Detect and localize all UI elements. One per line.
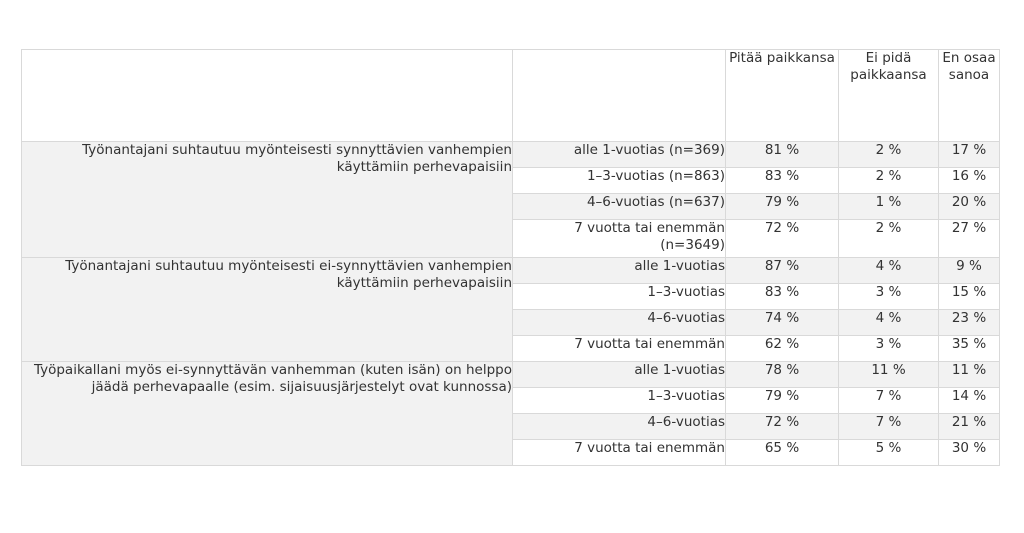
header-row <box>22 50 1000 142</box>
value-pitaa: 87 % <box>726 258 839 284</box>
header-ei-pida-paikkaansa: Ei pidä paikkaansa <box>839 50 939 142</box>
statement-cell: Työnantajani suhtautuu myönteisesti synnyttävien vanhempien käyttämiin perhevapaisiin <box>22 142 513 258</box>
age-group-cell: 7 vuotta tai enemmän <box>513 440 726 466</box>
value-ei-pida: 11 % <box>839 362 939 388</box>
value-en-osaa: 30 % <box>939 440 1000 466</box>
age-group-cell: 1–3-vuotias <box>513 284 726 310</box>
value-pitaa: 83 % <box>726 284 839 310</box>
age-group-cell: 4–6-vuotias <box>513 310 726 336</box>
value-pitaa: 79 % <box>726 388 839 414</box>
statement-cell: Työpaikallani myös ei-synnyttävän vanhemman (kuten isän) on helppo jäädä perhevapaalle (esim. sijaisuusjärjestelyt ovat kunnossa) <box>22 362 513 466</box>
age-group-cell: 7 vuotta tai enemmän (n=3649) <box>513 220 726 258</box>
value-pitaa: 78 % <box>726 362 839 388</box>
age-group-cell: 1–3-vuotias (n=863) <box>513 168 726 194</box>
value-en-osaa: 11 % <box>939 362 1000 388</box>
statement-cell: Työnantajani suhtautuu myönteisesti ei-synnyttävien vanhempien käyttämiin perhevapaisiin <box>22 258 513 362</box>
age-group-cell: alle 1-vuotias (n=369) <box>513 142 726 168</box>
value-pitaa: 72 % <box>726 414 839 440</box>
value-en-osaa: 9 % <box>939 258 1000 284</box>
value-ei-pida: 2 % <box>839 142 939 168</box>
value-pitaa: 62 % <box>726 336 839 362</box>
age-group-cell: 4–6-vuotias <box>513 414 726 440</box>
value-ei-pida: 4 % <box>839 258 939 284</box>
value-en-osaa: 14 % <box>939 388 1000 414</box>
table-row <box>22 258 1000 284</box>
value-ei-pida: 3 % <box>839 284 939 310</box>
age-group-cell: 7 vuotta tai enemmän <box>513 336 726 362</box>
value-ei-pida: 3 % <box>839 336 939 362</box>
value-en-osaa: 20 % <box>939 194 1000 220</box>
age-group-cell: 1–3-vuotias <box>513 388 726 414</box>
value-pitaa: 74 % <box>726 310 839 336</box>
header-en-osaa-sanoa: En osaa sanoa <box>939 50 1000 142</box>
header-empty-statement <box>22 50 513 142</box>
age-group-cell: 4–6-vuotias (n=637) <box>513 194 726 220</box>
value-en-osaa: 23 % <box>939 310 1000 336</box>
value-ei-pida: 4 % <box>839 310 939 336</box>
value-en-osaa: 21 % <box>939 414 1000 440</box>
table-row <box>22 142 1000 168</box>
value-pitaa: 83 % <box>726 168 839 194</box>
value-ei-pida: 7 % <box>839 414 939 440</box>
value-en-osaa: 27 % <box>939 220 1000 258</box>
value-pitaa: 65 % <box>726 440 839 466</box>
value-en-osaa: 16 % <box>939 168 1000 194</box>
header-pitaa-paikkansa: Pitää paikkansa <box>726 50 839 142</box>
age-group-cell: alle 1-vuotias <box>513 258 726 284</box>
survey-table <box>21 49 1000 466</box>
value-ei-pida: 7 % <box>839 388 939 414</box>
value-en-osaa: 17 % <box>939 142 1000 168</box>
value-pitaa: 72 % <box>726 220 839 258</box>
value-en-osaa: 15 % <box>939 284 1000 310</box>
value-ei-pida: 2 % <box>839 168 939 194</box>
value-ei-pida: 2 % <box>839 220 939 258</box>
age-group-cell: alle 1-vuotias <box>513 362 726 388</box>
value-pitaa: 81 % <box>726 142 839 168</box>
value-pitaa: 79 % <box>726 194 839 220</box>
value-ei-pida: 5 % <box>839 440 939 466</box>
header-empty-group <box>513 50 726 142</box>
value-en-osaa: 35 % <box>939 336 1000 362</box>
table-row <box>22 362 1000 388</box>
value-ei-pida: 1 % <box>839 194 939 220</box>
